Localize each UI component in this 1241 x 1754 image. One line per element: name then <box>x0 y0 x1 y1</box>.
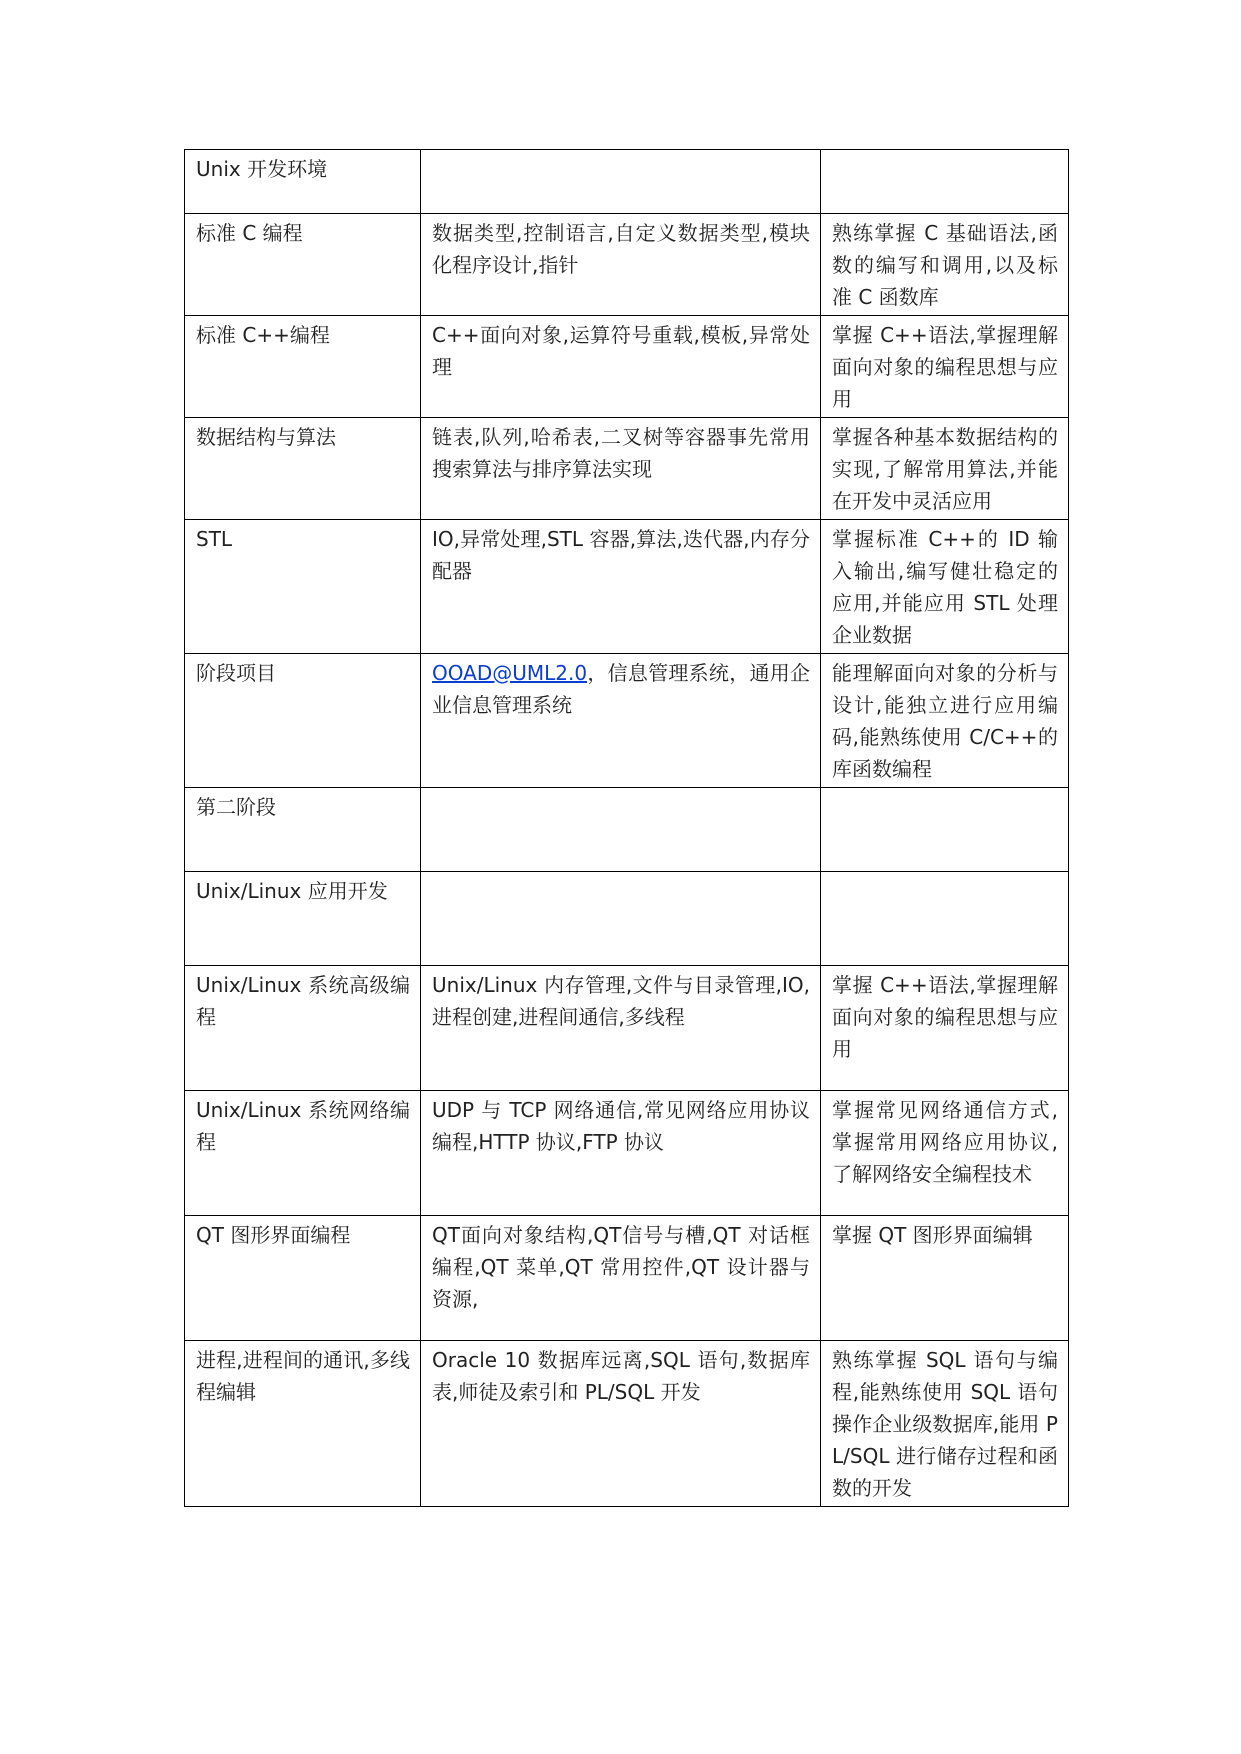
content-cell: 链表,队列,哈希表,二叉树等容器事先常用搜索算法与排序算法实现 <box>421 418 821 520</box>
topic-cell: STL <box>185 520 421 654</box>
table-row <box>185 1216 1069 1341</box>
content-cell: UDP 与 TCP 网络通信,常见网络应用协议编程,HTTP 协议,FTP 协议 <box>421 1091 821 1216</box>
content-cell: 数据类型,控制语言,自定义数据类型,模块化程序设计,指针 <box>421 214 821 316</box>
table-row <box>185 1341 1069 1507</box>
topic-cell: 数据结构与算法 <box>185 418 421 520</box>
topic-cell: Unix/Linux 应用开发 <box>185 872 421 966</box>
table-row <box>185 788 1069 872</box>
content-text: ，信息管理系统，通用企业信息管理系统 <box>432 661 810 717</box>
content-cell <box>421 872 821 966</box>
content-cell <box>421 654 821 788</box>
content-cell: Unix/Linux 内存管理,文件与目录管理,IO,进程创建,进程间通信,多线程 <box>421 966 821 1091</box>
table-row <box>185 872 1069 966</box>
goal-cell: 掌握 C++语法,掌握理解面向对象的编程思想与应用 <box>821 316 1069 418</box>
goal-cell: 能理解面向对象的分析与设计,能独立进行应用编码,能熟练使用 C/C++的库函数编程 <box>821 654 1069 788</box>
table-row <box>185 966 1069 1091</box>
table-row <box>185 214 1069 316</box>
topic-cell: Unix/Linux 系统网络编程 <box>185 1091 421 1216</box>
goal-cell: 掌握 C++语法,掌握理解面向对象的编程思想与应用 <box>821 966 1069 1091</box>
goal-cell <box>821 788 1069 872</box>
table-row <box>185 654 1069 788</box>
content-cell: IO,异常处理,STL 容器,算法,迭代器,内存分配器 <box>421 520 821 654</box>
goal-cell: 掌握标准 C++的 ID 输入输出,编写健壮稳定的应用,并能应用 STL 处理企业数据 <box>821 520 1069 654</box>
topic-cell: Unix/Linux 系统高级编程 <box>185 966 421 1091</box>
topic-cell: Unix 开发环境 <box>185 150 421 214</box>
table-row <box>185 418 1069 520</box>
curriculum-table <box>184 149 1069 1507</box>
table-row <box>185 316 1069 418</box>
table-row <box>185 520 1069 654</box>
topic-cell: 第二阶段 <box>185 788 421 872</box>
goal-cell: 掌握各种基本数据结构的实现,了解常用算法,并能在开发中灵活应用 <box>821 418 1069 520</box>
goal-cell: 熟练掌握 SQL 语句与编程,能熟练使用 SQL 语句操作企业级数据库,能用 PL/SQL 进行储存过程和函数的开发 <box>821 1341 1069 1507</box>
ooad-link[interactable]: OOAD@UML2.0 <box>432 661 588 685</box>
topic-cell: 标准 C++编程 <box>185 316 421 418</box>
topic-cell: 标准 C 编程 <box>185 214 421 316</box>
content-cell <box>421 788 821 872</box>
topic-cell: 进程,进程间的通讯,多线程编辑 <box>185 1341 421 1507</box>
table-row <box>185 1091 1069 1216</box>
content-cell <box>421 150 821 214</box>
content-cell: Oracle 10 数据库远离,SQL 语句,数据库表,师徒及索引和 PL/SQL 开发 <box>421 1341 821 1507</box>
goal-cell: 掌握常见网络通信方式,掌握常用网络应用协议,了解网络安全编程技术 <box>821 1091 1069 1216</box>
content-cell: C++面向对象,运算符号重载,模板,异常处理 <box>421 316 821 418</box>
goal-cell: 掌握 QT 图形界面编辑 <box>821 1216 1069 1341</box>
table-row <box>185 150 1069 214</box>
topic-cell: 阶段项目 <box>185 654 421 788</box>
topic-cell: QT 图形界面编程 <box>185 1216 421 1341</box>
goal-cell <box>821 150 1069 214</box>
goal-cell: 熟练掌握 C 基础语法,函数的编写和调用,以及标准 C 函数库 <box>821 214 1069 316</box>
goal-cell <box>821 872 1069 966</box>
content-cell: QT面向对象结构,QT信号与槽,QT 对话框编程,QT 菜单,QT 常用控件,QT 设计器与资源, <box>421 1216 821 1341</box>
